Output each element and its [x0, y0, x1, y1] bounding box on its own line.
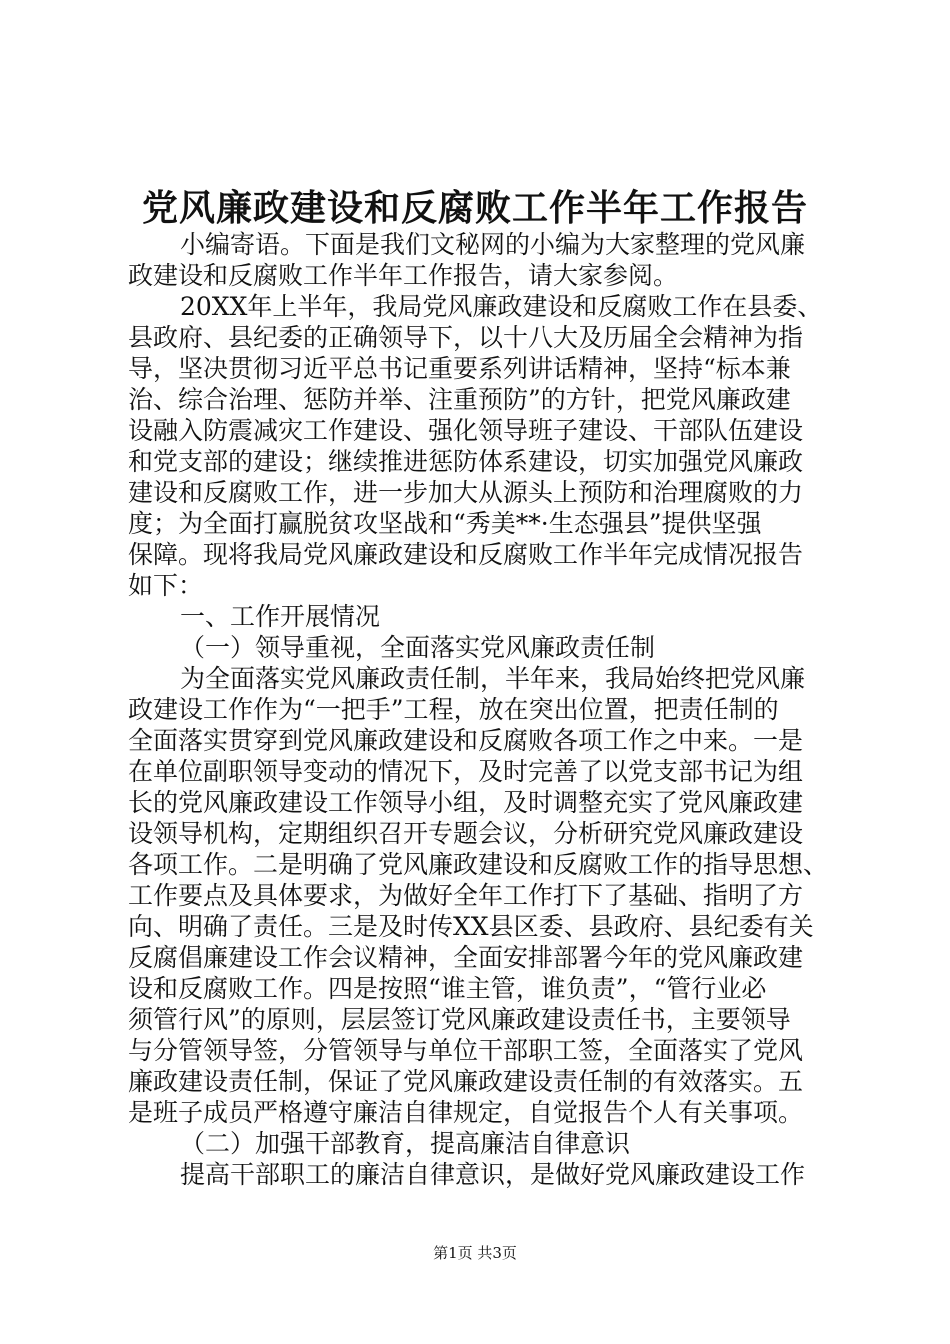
body-line: 建设和反腐败工作，进一步加大从源头上预防和治理腐败的力 — [128, 478, 804, 507]
body-line: 政建设和反腐败工作半年工作报告，请大家参阅。 — [128, 261, 679, 290]
body-line: 设领导机构，定期组织召开专题会议，分析研究党风廉政建设 — [128, 819, 804, 848]
body-line: 政建设工作作为“一把手”工程，放在突出位置，把责任制的 — [128, 695, 779, 724]
body-line: 为全面落实党风廉政责任制，半年来，我局始终把党风廉 — [180, 664, 806, 693]
body-line: 小编寄语。下面是我们文秘网的小编为大家整理的党风廉 — [180, 230, 806, 259]
body-line: 与分管领导签，分管领导与单位干部职工签，全面落实了党风 — [128, 1036, 804, 1065]
body-line: 保障。现将我局党风廉政建设和反腐败工作半年完成情况报告 — [128, 540, 804, 569]
body-line: 治、综合治理、惩防并举、注重预防”的方针，把党风廉政建 — [128, 385, 791, 414]
body-line: 如下： — [128, 571, 204, 600]
body-line: 工作要点及具体要求，为做好全年工作打下了基础、指明了方 — [128, 881, 804, 910]
body-line: 反腐倡廉建设工作会议精神，全面安排部署今年的党风廉政建 — [128, 943, 804, 972]
body-line: 须管行风”的原则，层层签订党风廉政建设责任书，主要领导 — [128, 1005, 791, 1034]
body-line: 全面落实贯穿到党风廉政建设和反腐败各项工作之中来。一是 — [128, 726, 804, 755]
body-line: 长的党风廉政建设工作领导小组，及时调整充实了党风廉政建 — [128, 788, 804, 817]
body-line: 是班子成员严格遵守廉洁自律规定，自觉报告个人有关事项。 — [128, 1098, 804, 1127]
subsection-heading: （一）领导重视，全面落实党风廉政责任制 — [180, 633, 656, 662]
body-line: 度；为全面打赢脱贫攻坚战和“秀美**·生态强县”提供坚强 — [128, 509, 762, 538]
page-number: 第1页 共3页 — [433, 1244, 517, 1262]
body-line: 廉政建设责任制，保证了党风廉政建设责任制的有效落实。五 — [128, 1067, 804, 1096]
body-line: 向、明确了责任。三是及时传XX县区委、县政府、县纪委有关 — [128, 912, 814, 941]
section-heading: 一、工作开展情况 — [180, 602, 381, 631]
document-title: 党风廉政建设和反腐败工作半年工作报告 — [141, 187, 808, 229]
body-line: 设融入防震减灾工作建设、强化领导班子建设、干部队伍建设 — [128, 416, 804, 445]
subsection-heading: （二）加强干部教育，提高廉洁自律意识 — [180, 1129, 631, 1158]
body-line: 县政府、县纪委的正确领导下，以十八大及历届全会精神为指 — [128, 323, 804, 352]
body-line: 各项工作。二是明确了党风廉政建设和反腐败工作的指导思想、 — [128, 850, 829, 879]
body-line: 20XX年上半年，我局党风廉政建设和反腐败工作在县委、 — [180, 292, 823, 321]
body-line: 设和反腐败工作。四是按照“谁主管，谁负责”，“管行业必 — [128, 974, 767, 1003]
body-line: 和党支部的建设；继续推进惩防体系建设，切实加强党风廉政 — [128, 447, 804, 476]
body-line: 提高干部职工的廉洁自律意识，是做好党风廉政建设工作 — [180, 1160, 806, 1189]
body-line: 在单位副职领导变动的情况下，及时完善了以党支部书记为组 — [128, 757, 804, 786]
body-line: 导，坚决贯彻习近平总书记重要系列讲话精神，坚持“标本兼 — [128, 354, 791, 383]
